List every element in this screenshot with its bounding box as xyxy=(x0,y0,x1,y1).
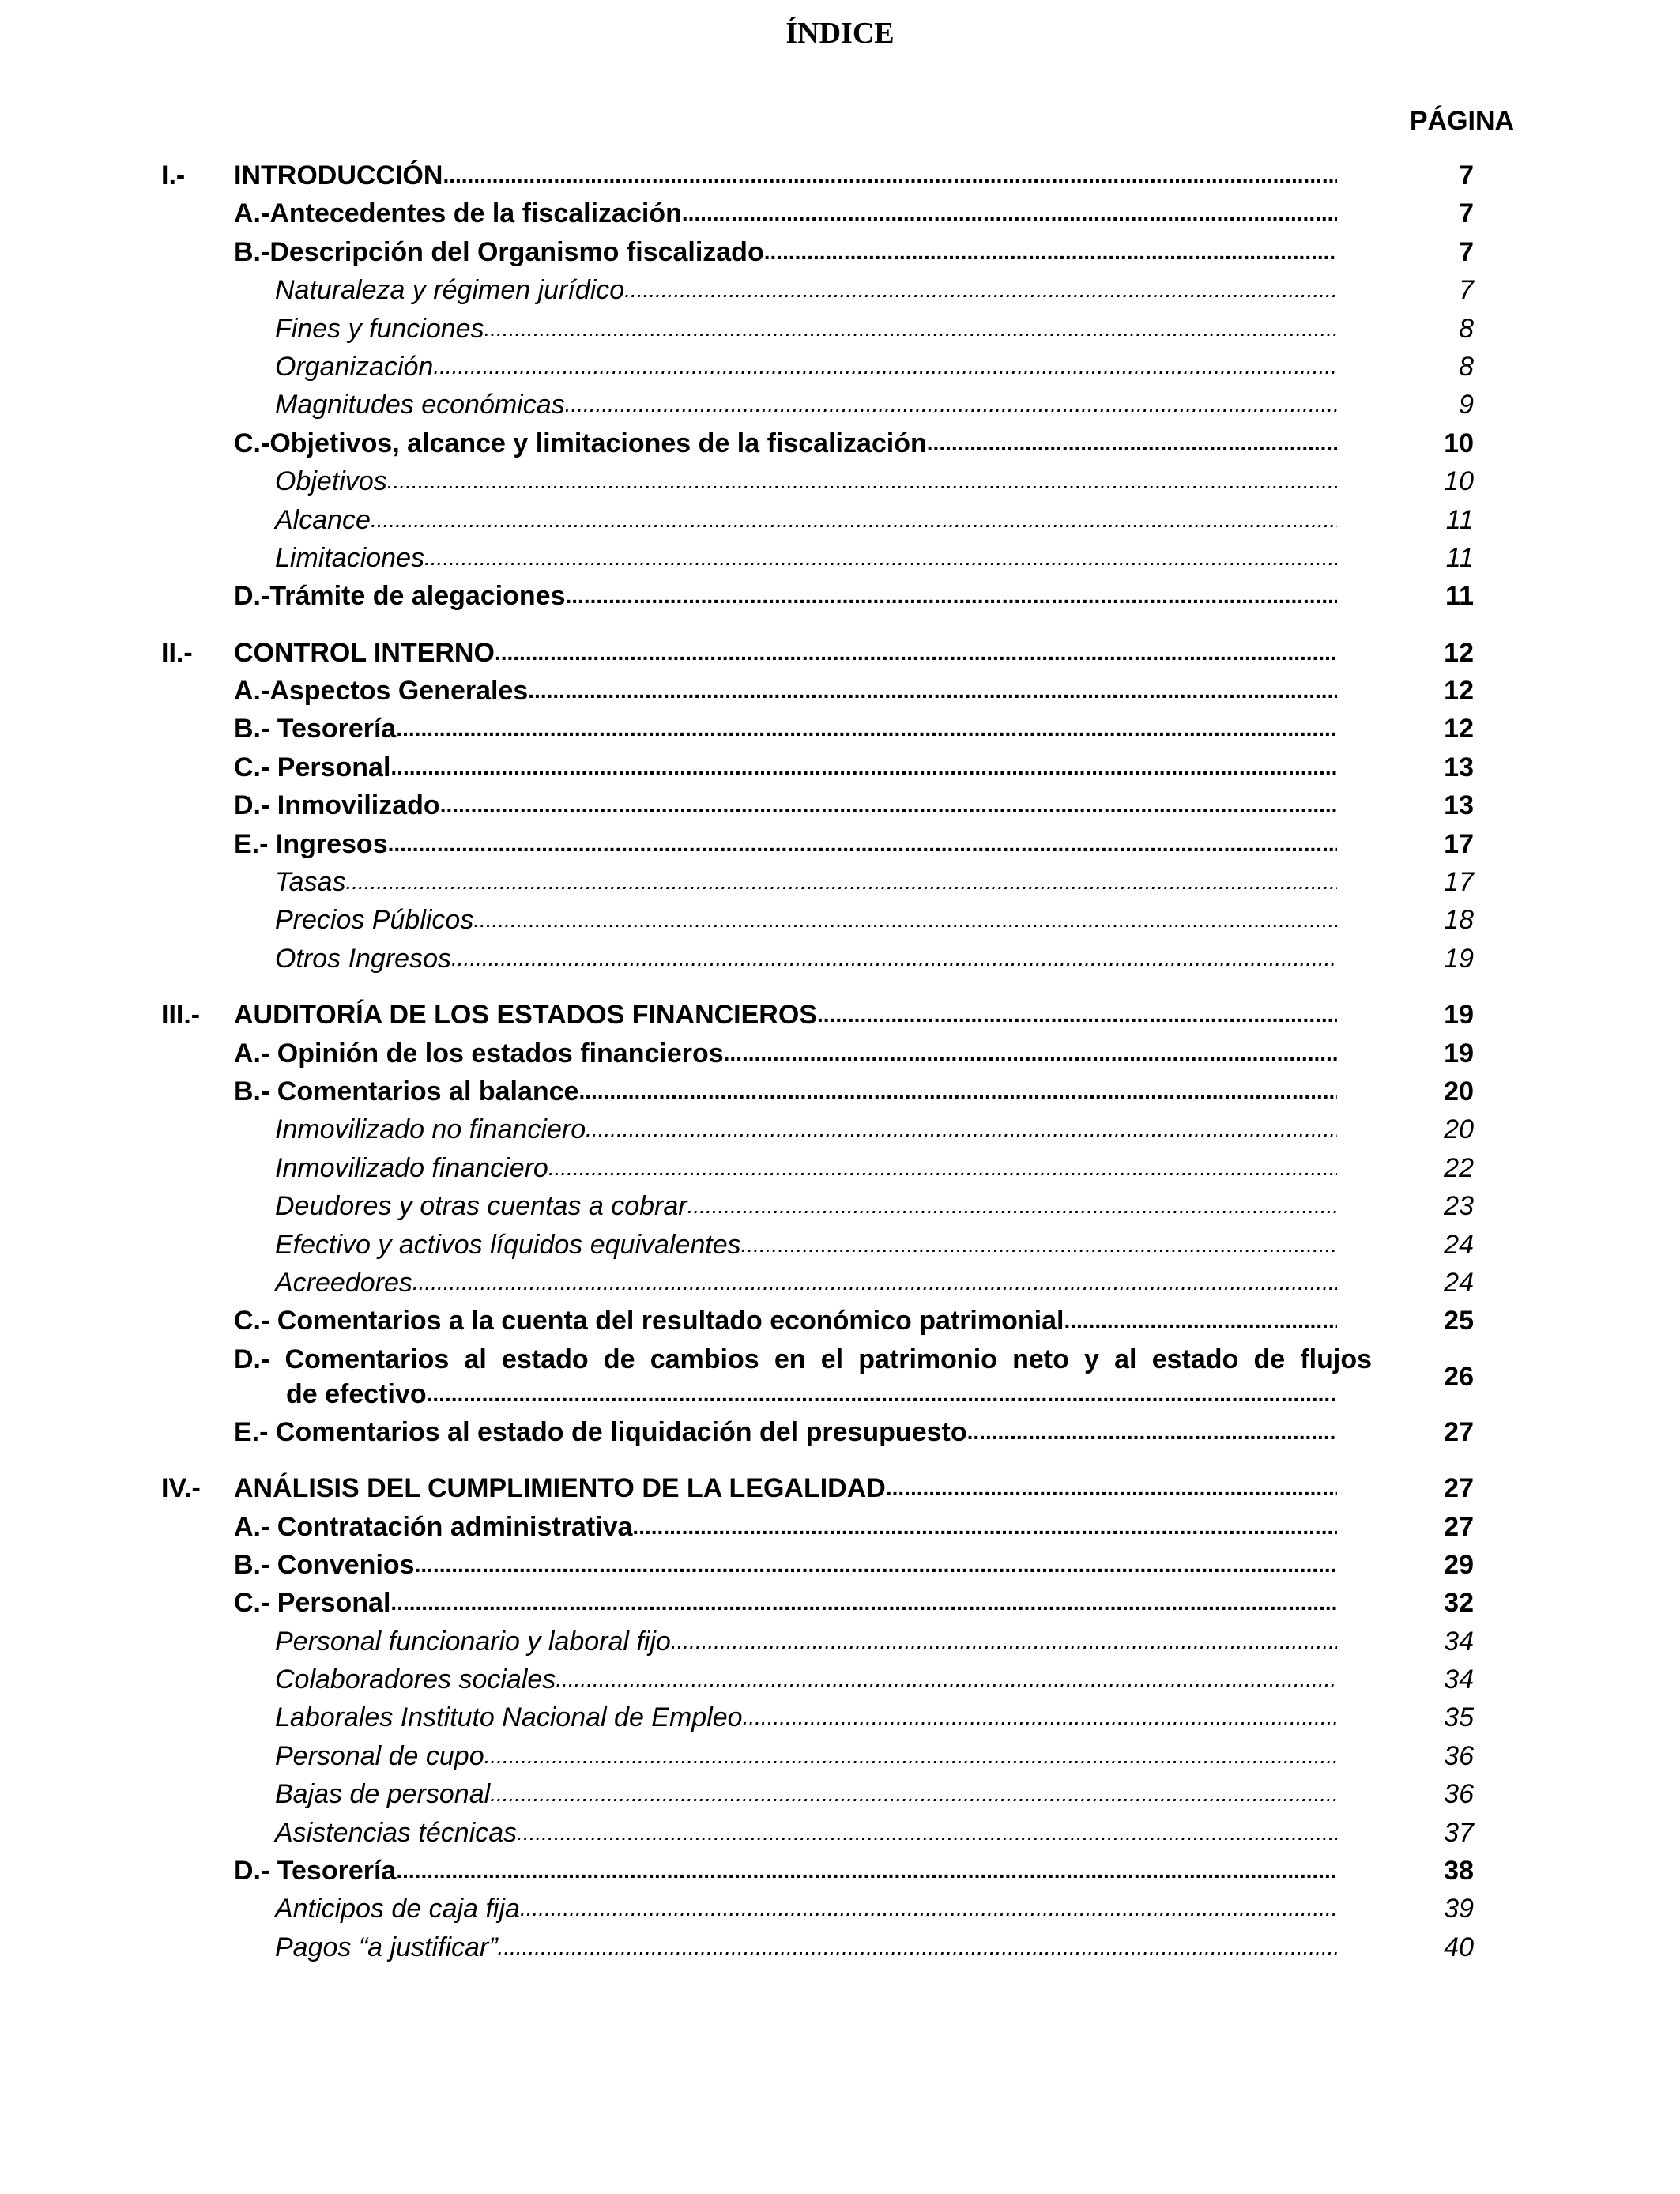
toc-subitem[interactable] xyxy=(0,1226,1680,1264)
dot-leader xyxy=(671,1623,1337,1661)
toc-subitem[interactable] xyxy=(0,1264,1680,1302)
toc-subsection[interactable] xyxy=(0,1072,1680,1110)
toc-entry-continuation xyxy=(286,1377,1337,1412)
toc-subitem[interactable] xyxy=(0,1187,1680,1225)
toc-page-number: 12 xyxy=(1444,637,1474,668)
toc-page-number: 20 xyxy=(1444,1076,1474,1106)
toc-entry-main xyxy=(234,1035,1337,1072)
toc-entry-main xyxy=(275,462,1337,500)
dot-leader xyxy=(440,786,1337,824)
toc-entry-main xyxy=(275,1737,1337,1775)
toc-entry-label: Acreedores xyxy=(275,1267,412,1298)
toc-entry-label: A.- Opinión de los estados financieros xyxy=(234,1038,724,1069)
toc-entry-main xyxy=(275,863,1337,901)
toc-page-number: 29 xyxy=(1444,1549,1474,1580)
toc-page-number: 19 xyxy=(1444,1000,1474,1031)
toc-entry-label: Limitaciones xyxy=(275,542,424,573)
toc-page-number: 25 xyxy=(1444,1306,1474,1336)
toc-subitem[interactable] xyxy=(0,940,1680,978)
toc-page-number: 27 xyxy=(1444,1416,1474,1447)
toc-entry-main xyxy=(234,1584,1337,1622)
dot-leader xyxy=(886,1469,1337,1507)
page-column-header: PÁGINA xyxy=(1409,106,1515,136)
toc-subsection[interactable] xyxy=(0,233,1680,271)
dot-leader xyxy=(396,710,1337,748)
toc-entry-main xyxy=(234,1413,1337,1451)
toc-subsection[interactable] xyxy=(0,1584,1680,1622)
toc-page-number: 39 xyxy=(1444,1894,1474,1924)
toc-subitem[interactable] xyxy=(0,386,1680,424)
toc-subsection[interactable] xyxy=(0,1508,1680,1546)
dot-leader xyxy=(566,577,1338,615)
toc-page-number: 11 xyxy=(1445,542,1474,573)
toc-entry-label: A.- Contratación administrativa xyxy=(234,1511,633,1542)
dot-leader xyxy=(388,825,1337,863)
toc-subsection[interactable] xyxy=(0,825,1680,863)
toc-entry-main xyxy=(275,386,1337,424)
toc-page-number: 11 xyxy=(1445,581,1474,612)
dot-leader xyxy=(1064,1302,1337,1340)
toc-entry-main xyxy=(275,501,1337,539)
toc-subsection[interactable] xyxy=(0,1852,1680,1890)
dot-leader xyxy=(724,1035,1337,1072)
toc-page-number: 34 xyxy=(1444,1626,1474,1657)
toc-subsection[interactable] xyxy=(0,577,1680,615)
toc-entry-label-cont: de efectivo xyxy=(286,1378,427,1409)
toc-subitem[interactable] xyxy=(0,1661,1680,1698)
toc-entry-main xyxy=(234,710,1337,748)
toc-entry-label: A.-Antecedentes de la fiscalización xyxy=(234,198,682,229)
dot-leader xyxy=(578,1072,1337,1110)
toc-entry-main xyxy=(275,310,1337,348)
toc-subsection[interactable] xyxy=(0,424,1680,462)
toc-entry-main xyxy=(275,1890,1337,1928)
dot-leader xyxy=(495,634,1337,672)
dot-leader xyxy=(484,1737,1337,1775)
toc-page-number: 13 xyxy=(1444,790,1474,821)
toc-page-number: 24 xyxy=(1444,1267,1474,1298)
toc-subitem[interactable] xyxy=(0,348,1680,386)
toc-page-number: 19 xyxy=(1444,1038,1474,1069)
toc-entry-main xyxy=(234,577,1337,615)
toc-entry-label: Tasas xyxy=(275,867,346,898)
dot-leader xyxy=(424,539,1337,577)
toc-page-number: 10 xyxy=(1444,466,1474,497)
toc-page-number: 11 xyxy=(1445,504,1474,535)
dot-leader xyxy=(371,501,1337,539)
toc-entry-label: Otros Ingresos xyxy=(275,943,451,974)
toc-entry-main xyxy=(234,996,1337,1034)
toc-entry-main xyxy=(275,1264,1337,1302)
toc-entry-label: Magnitudes económicas xyxy=(275,390,565,420)
toc-subitem[interactable] xyxy=(0,863,1680,901)
toc-page-number: 35 xyxy=(1444,1702,1474,1733)
toc-entry-label: Laborales Instituto Nacional de Empleo xyxy=(275,1702,743,1733)
toc-page-number: 7 xyxy=(1459,160,1474,190)
toc-subitem[interactable] xyxy=(0,1890,1680,1928)
toc-page-number: 34 xyxy=(1444,1664,1474,1695)
toc-subitem[interactable] xyxy=(0,271,1680,309)
toc-entry-main xyxy=(234,1852,1337,1890)
toc-entry-label: Naturaleza y régimen jurídico xyxy=(275,275,625,306)
toc-page-number: 27 xyxy=(1444,1511,1474,1542)
dot-leader xyxy=(484,310,1337,348)
toc-entry-main xyxy=(234,1508,1337,1546)
toc-entry-main xyxy=(275,271,1337,309)
toc-section-number: III.- xyxy=(161,1000,201,1031)
toc-entry-main xyxy=(275,1928,1337,1966)
toc-entry-label: AUDITORÍA DE LOS ESTADOS FINANCIEROS xyxy=(234,1000,817,1031)
toc-subitem[interactable] xyxy=(0,1814,1680,1852)
dot-leader xyxy=(764,233,1337,271)
toc-entry-main xyxy=(275,940,1337,978)
toc-entry-main xyxy=(275,1187,1337,1225)
toc-page-number: 38 xyxy=(1444,1856,1474,1887)
toc-entry-label: Pagos “a justificar” xyxy=(275,1932,498,1962)
toc-entry-main xyxy=(234,424,1337,462)
toc-entry-label: Personal de cupo xyxy=(275,1740,484,1771)
toc-page-number: 9 xyxy=(1459,390,1474,420)
table-of-contents xyxy=(0,156,1680,1966)
toc-entry-label: C.- Personal xyxy=(234,752,391,782)
dot-leader xyxy=(390,748,1337,786)
toc-entry-main xyxy=(234,634,1337,672)
toc-entry-main xyxy=(275,1623,1337,1661)
dot-leader xyxy=(451,940,1337,978)
toc-entry-main xyxy=(234,1546,1337,1584)
dot-leader xyxy=(517,1814,1337,1852)
toc-section-number: I.- xyxy=(161,160,186,190)
dot-leader xyxy=(433,348,1337,386)
dot-leader xyxy=(520,1890,1337,1928)
toc-entry-label: Bajas de personal xyxy=(275,1779,491,1810)
toc-entry-main xyxy=(234,233,1337,271)
toc-page-number: 7 xyxy=(1459,236,1474,267)
toc-subsection[interactable] xyxy=(0,1035,1680,1072)
toc-page-number: 26 xyxy=(1444,1361,1474,1392)
toc-page-number: 24 xyxy=(1444,1229,1474,1260)
toc-entry-label: Precios Públicos xyxy=(275,905,474,936)
toc-subitem[interactable] xyxy=(0,1775,1680,1813)
dot-leader xyxy=(632,1508,1337,1546)
toc-entry-main xyxy=(234,672,1337,710)
toc-entry-label: B.- Comentarios al balance xyxy=(234,1076,579,1106)
dot-leader xyxy=(927,424,1337,462)
toc-entry-main xyxy=(275,1110,1337,1148)
toc-section[interactable] xyxy=(0,1469,1680,1507)
dot-leader xyxy=(741,1226,1337,1264)
toc-entry-label: Asistencias técnicas xyxy=(275,1817,518,1848)
toc-page-number: 22 xyxy=(1444,1152,1474,1183)
toc-entry-label: C.-Objetivos, alcance y limitaciones de la fiscalización xyxy=(234,428,927,458)
toc-entry-label: Efectivo y activos líquidos equivalentes xyxy=(275,1229,741,1260)
toc-subsection[interactable] xyxy=(0,1546,1680,1584)
dot-leader xyxy=(967,1413,1337,1451)
toc-entry-main xyxy=(234,748,1337,786)
toc-entry-label: Colaboradores sociales xyxy=(275,1664,556,1695)
dot-leader xyxy=(498,1928,1337,1966)
toc-section[interactable] xyxy=(0,634,1680,672)
toc-entry-main xyxy=(275,1698,1337,1736)
toc-entry-main xyxy=(275,539,1337,577)
toc-page-number: 32 xyxy=(1444,1588,1474,1619)
toc-page-number: 7 xyxy=(1459,275,1474,306)
toc-subitem[interactable] xyxy=(0,1110,1680,1148)
toc-entry-label: Organización xyxy=(275,351,434,382)
toc-entry-label: E.- Ingresos xyxy=(234,828,388,859)
toc-subitem[interactable] xyxy=(0,901,1680,939)
dot-leader xyxy=(565,386,1337,424)
dot-leader xyxy=(682,194,1337,232)
toc-entry-label: D.-Trámite de alegaciones xyxy=(234,581,566,612)
toc-entry-main xyxy=(275,348,1337,386)
toc-subitem[interactable] xyxy=(0,1149,1680,1187)
dot-leader xyxy=(473,901,1337,939)
toc-subitem[interactable] xyxy=(0,1623,1680,1661)
toc-page-number: 8 xyxy=(1459,313,1474,344)
toc-entry-label: D.- Comentarios al estado de cambios en el patrimonio neto y al estado de flujos xyxy=(234,1344,1372,1374)
dot-leader xyxy=(548,1149,1337,1187)
dot-leader xyxy=(556,1661,1337,1698)
toc-page-number: 40 xyxy=(1444,1932,1474,1962)
toc-page-number: 27 xyxy=(1444,1473,1474,1504)
toc-entry-label: Alcance xyxy=(275,504,371,535)
toc-page-number: 17 xyxy=(1444,828,1474,859)
dot-leader xyxy=(387,462,1337,500)
toc-subsection[interactable] xyxy=(0,672,1680,710)
toc-entry-label: Deudores y otras cuentas a cobrar xyxy=(275,1191,687,1222)
toc-entry-label: Anticipos de caja fija xyxy=(275,1894,520,1924)
toc-section[interactable] xyxy=(0,996,1680,1034)
toc-entry-main xyxy=(275,1661,1337,1698)
toc-subsection[interactable] xyxy=(0,194,1680,232)
dot-leader xyxy=(817,996,1337,1034)
toc-section[interactable] xyxy=(0,156,1680,194)
toc-page-number: 37 xyxy=(1444,1817,1474,1848)
toc-entry-label: B.-Descripción del Organismo fiscalizado xyxy=(234,236,764,267)
dot-leader xyxy=(415,1546,1337,1584)
toc-page-number: 12 xyxy=(1444,714,1474,745)
toc-subitem[interactable] xyxy=(0,1737,1680,1775)
toc-entry-main xyxy=(234,825,1337,863)
toc-subitem[interactable] xyxy=(0,1698,1680,1736)
toc-entry-main xyxy=(234,1469,1337,1507)
toc-subsection[interactable] xyxy=(0,1413,1680,1451)
toc-entry-label: CONTROL INTERNO xyxy=(234,637,495,668)
toc-subsection[interactable] xyxy=(0,748,1680,786)
toc-page-number: 20 xyxy=(1444,1114,1474,1145)
toc-subitem[interactable] xyxy=(0,310,1680,348)
toc-entry-main xyxy=(275,1814,1337,1852)
toc-page-number: 8 xyxy=(1459,351,1474,382)
toc-entry-label: B.- Tesorería xyxy=(234,714,397,745)
toc-entry-label: E.- Comentarios al estado de liquidación del presupuesto xyxy=(234,1416,967,1447)
toc-entry-label: Inmovilizado financiero xyxy=(275,1152,548,1183)
dot-leader xyxy=(586,1110,1337,1148)
toc-entry-label: A.-Aspectos Generales xyxy=(234,676,529,707)
toc-page-number: 18 xyxy=(1444,905,1474,936)
toc-entry-main xyxy=(275,1775,1337,1813)
toc-entry-label: ANÁLISIS DEL CUMPLIMIENTO DE LA LEGALIDAD xyxy=(234,1473,886,1504)
toc-page-number: 12 xyxy=(1444,676,1474,707)
document-title: ÍNDICE xyxy=(785,17,895,50)
toc-entry-main xyxy=(234,1072,1337,1110)
toc-entry-main xyxy=(275,901,1337,939)
dot-leader xyxy=(624,271,1337,309)
toc-subitem[interactable] xyxy=(0,539,1680,577)
toc-entry-main xyxy=(275,1226,1337,1264)
toc-subsection[interactable] xyxy=(0,786,1680,824)
toc-entry-label: Inmovilizado no financiero xyxy=(275,1114,586,1145)
toc-page-number: 10 xyxy=(1444,428,1474,458)
toc-entry-main xyxy=(234,194,1337,232)
toc-page-number: 36 xyxy=(1444,1779,1474,1810)
toc-page-number: 13 xyxy=(1444,752,1474,782)
toc-entry-main xyxy=(234,156,1337,194)
dot-leader xyxy=(345,863,1337,901)
dot-leader xyxy=(743,1698,1337,1736)
toc-entry-label: D.- Tesorería xyxy=(234,1856,397,1887)
toc-subitem[interactable] xyxy=(0,462,1680,500)
dot-leader xyxy=(427,1377,1337,1412)
toc-entry-label: INTRODUCCIÓN xyxy=(234,160,443,190)
toc-entry-label: D.- Inmovilizado xyxy=(234,790,440,821)
dot-leader xyxy=(443,156,1337,194)
toc-subsection[interactable] xyxy=(0,710,1680,748)
dot-leader xyxy=(490,1775,1337,1813)
toc-subsection[interactable] xyxy=(0,1302,1680,1340)
dot-leader xyxy=(687,1187,1337,1225)
toc-entry-label: C.- Personal xyxy=(234,1588,391,1619)
toc-entry-label: C.- Comentarios a la cuenta del resultado económico patrimonial xyxy=(234,1306,1064,1336)
toc-entry-main xyxy=(275,1149,1337,1187)
toc-entry-label: Objetivos xyxy=(275,466,387,497)
dot-leader xyxy=(412,1264,1337,1302)
toc-page-number: 23 xyxy=(1444,1191,1474,1222)
toc-entry-main xyxy=(234,786,1337,824)
dot-leader xyxy=(528,672,1337,710)
toc-entry[interactable] xyxy=(0,1340,1680,1413)
dot-leader xyxy=(390,1584,1337,1622)
toc-entry-main xyxy=(234,1302,1337,1340)
toc-subitem[interactable] xyxy=(0,501,1680,539)
toc-page-number: 7 xyxy=(1459,198,1474,229)
toc-page-number: 17 xyxy=(1444,867,1474,898)
toc-entry-label: Personal funcionario y laboral fijo xyxy=(275,1626,671,1657)
toc-subitem[interactable] xyxy=(0,1928,1680,1966)
toc-section-number: II.- xyxy=(161,637,193,668)
toc-entry-label: B.- Convenios xyxy=(234,1549,415,1580)
toc-page-number: 36 xyxy=(1444,1740,1474,1771)
toc-page-number: 19 xyxy=(1444,943,1474,974)
toc-entry-label: Fines y funciones xyxy=(275,313,484,344)
toc-section-number: IV.- xyxy=(161,1473,201,1504)
dot-leader xyxy=(396,1852,1337,1890)
